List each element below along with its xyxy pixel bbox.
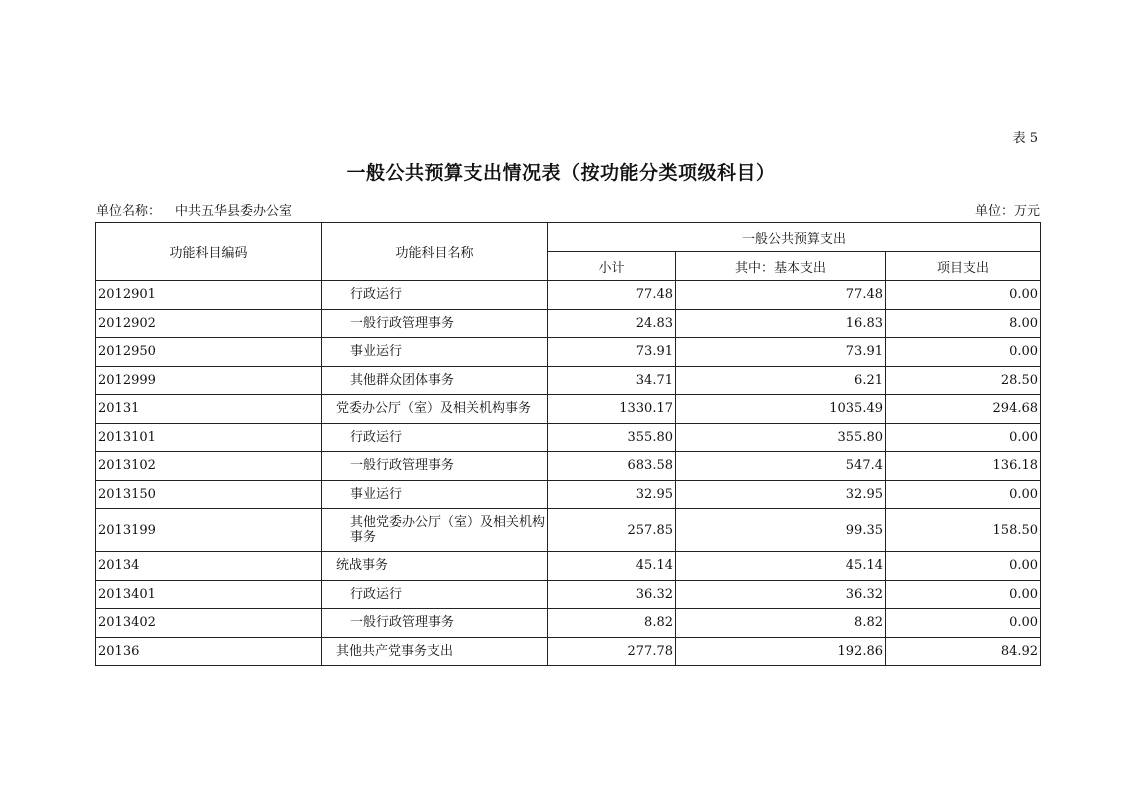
cell-basic: 1035.49 <box>676 395 886 424</box>
table-row <box>96 366 1041 395</box>
cell-code: 2013102 <box>96 452 322 481</box>
cell-project: 84.92 <box>886 637 1041 666</box>
cell-basic: 36.32 <box>676 580 886 609</box>
table-row <box>96 338 1041 367</box>
cell-project: 136.18 <box>886 452 1041 481</box>
cell-basic: 6.21 <box>676 366 886 395</box>
cell-code: 2013150 <box>96 480 322 509</box>
cell-name: 一般行政管理事务 <box>322 609 548 638</box>
cell-code: 20131 <box>96 395 322 424</box>
table-row <box>96 309 1041 338</box>
cell-basic: 45.14 <box>676 552 886 581</box>
table-row <box>96 552 1041 581</box>
cell-project: 158.50 <box>886 509 1041 552</box>
cell-subtotal: 1330.17 <box>548 395 676 424</box>
cell-subtotal: 8.82 <box>548 609 676 638</box>
cell-subtotal: 34.71 <box>548 366 676 395</box>
cell-subtotal: 73.91 <box>548 338 676 367</box>
cell-code: 20134 <box>96 552 322 581</box>
cell-project: 8.00 <box>886 309 1041 338</box>
cell-basic: 16.83 <box>676 309 886 338</box>
cell-project: 0.00 <box>886 423 1041 452</box>
cell-project: 0.00 <box>886 609 1041 638</box>
cell-project: 0.00 <box>886 480 1041 509</box>
cell-basic: 32.95 <box>676 480 886 509</box>
table-row <box>96 281 1041 310</box>
cell-subtotal: 32.95 <box>548 480 676 509</box>
cell-subtotal: 24.83 <box>548 309 676 338</box>
money-unit: 单位：万元 <box>974 204 1040 219</box>
header-subtotal: 小计 <box>548 252 676 281</box>
cell-subtotal: 77.48 <box>548 281 676 310</box>
table-row <box>96 637 1041 666</box>
budget-table <box>95 222 1041 666</box>
cell-basic: 99.35 <box>676 509 886 552</box>
table-row <box>96 580 1041 609</box>
cell-name: 其他群众团体事务 <box>322 366 548 395</box>
cell-code: 20136 <box>96 637 322 666</box>
cell-code: 2013402 <box>96 609 322 638</box>
cell-project: 0.00 <box>886 552 1041 581</box>
cell-basic: 77.48 <box>676 281 886 310</box>
cell-name: 其他党委办公厅（室）及相关机构事务 <box>322 509 548 552</box>
cell-project: 0.00 <box>886 281 1041 310</box>
cell-name: 其他共产党事务支出 <box>322 637 548 666</box>
table-number: 表 5 <box>1012 131 1038 146</box>
cell-name: 行政运行 <box>322 580 548 609</box>
cell-code: 2013199 <box>96 509 322 552</box>
cell-name: 事业运行 <box>322 338 548 367</box>
cell-subtotal: 36.32 <box>548 580 676 609</box>
cell-code: 2012999 <box>96 366 322 395</box>
table-row <box>96 609 1041 638</box>
cell-name: 党委办公厅（室）及相关机构事务 <box>322 395 548 424</box>
cell-project: 28.50 <box>886 366 1041 395</box>
cell-basic: 8.82 <box>676 609 886 638</box>
header-group: 一般公共预算支出 <box>548 223 1041 252</box>
cell-name: 统战事务 <box>322 552 548 581</box>
page-title: 一般公共预算支出情况表（按功能分类项级科目） <box>346 162 776 184</box>
cell-basic: 73.91 <box>676 338 886 367</box>
cell-project: 294.68 <box>886 395 1041 424</box>
table-row <box>96 395 1041 424</box>
cell-subtotal: 257.85 <box>548 509 676 552</box>
cell-code: 2013401 <box>96 580 322 609</box>
table-row <box>96 480 1041 509</box>
table-row <box>96 509 1041 552</box>
unit-name-value: 中共五华县委办公室 <box>175 204 293 219</box>
cell-code: 2013101 <box>96 423 322 452</box>
cell-basic: 547.4 <box>676 452 886 481</box>
header-code: 功能科目编码 <box>96 223 322 281</box>
cell-subtotal: 277.78 <box>548 637 676 666</box>
cell-name: 一般行政管理事务 <box>322 452 548 481</box>
cell-name: 行政运行 <box>322 423 548 452</box>
cell-subtotal: 355.80 <box>548 423 676 452</box>
header-basic: 其中：基本支出 <box>676 252 886 281</box>
header-project: 项目支出 <box>886 252 1041 281</box>
cell-basic: 355.80 <box>676 423 886 452</box>
cell-project: 0.00 <box>886 338 1041 367</box>
cell-basic: 192.86 <box>676 637 886 666</box>
cell-name: 一般行政管理事务 <box>322 309 548 338</box>
unit-name-line <box>96 200 292 219</box>
cell-code: 2012901 <box>96 281 322 310</box>
cell-subtotal: 683.58 <box>548 452 676 481</box>
cell-subtotal: 45.14 <box>548 552 676 581</box>
cell-name: 事业运行 <box>322 480 548 509</box>
cell-project: 0.00 <box>886 580 1041 609</box>
unit-name-label: 单位名称： <box>96 204 162 219</box>
cell-code: 2012902 <box>96 309 322 338</box>
table-row <box>96 423 1041 452</box>
table-row <box>96 452 1041 481</box>
header-name: 功能科目名称 <box>322 223 548 281</box>
cell-name: 行政运行 <box>322 281 548 310</box>
cell-code: 2012950 <box>96 338 322 367</box>
